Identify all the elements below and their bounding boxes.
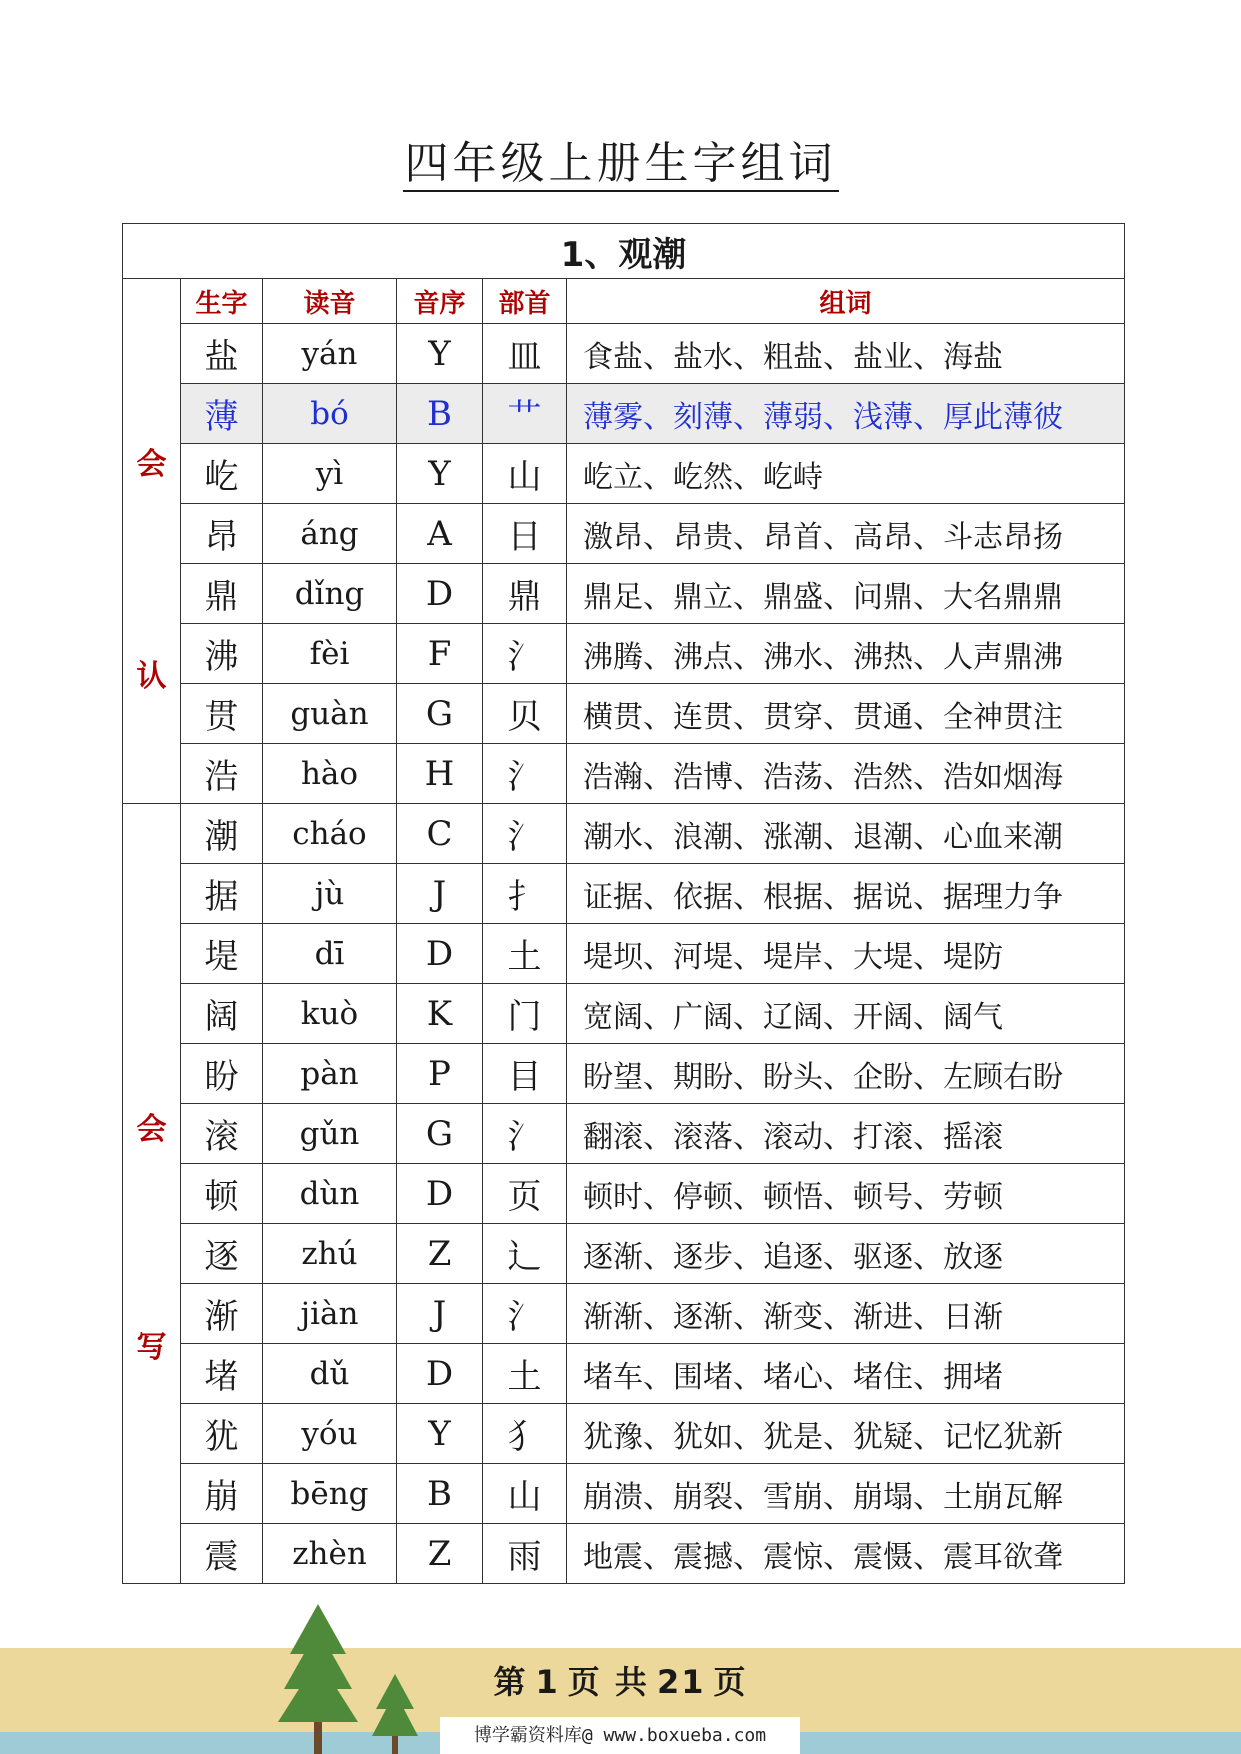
words-cell: 盼望、期盼、盼头、企盼、左顾右盼 bbox=[567, 1044, 1125, 1104]
words-cell: 沸腾、沸点、沸水、沸热、人声鼎沸 bbox=[567, 624, 1125, 684]
pinyin-cell: fèi bbox=[263, 624, 397, 684]
order-cell: Y bbox=[397, 1404, 483, 1464]
words-cell: 激昂、昂贵、昂首、高昂、斗志昂扬 bbox=[567, 504, 1125, 564]
vocab-row bbox=[123, 324, 1125, 384]
pinyin-cell: zhú bbox=[263, 1224, 397, 1284]
order-cell: Z bbox=[397, 1524, 483, 1584]
char-cell: 盼 bbox=[181, 1044, 263, 1104]
vocab-row bbox=[123, 384, 1125, 444]
char-cell: 据 bbox=[181, 864, 263, 924]
vocab-row bbox=[123, 1344, 1125, 1404]
header-pinyin: 读音 bbox=[263, 279, 397, 324]
site-watermark: 博学霸资料库@ www.boxueba.com bbox=[440, 1717, 800, 1754]
pinyin-cell: yì bbox=[263, 444, 397, 504]
pinyin-cell: dùn bbox=[263, 1164, 397, 1224]
char-cell: 崩 bbox=[181, 1464, 263, 1524]
words-cell: 崩溃、崩裂、雪崩、崩塌、土崩瓦解 bbox=[567, 1464, 1125, 1524]
vocab-row bbox=[123, 804, 1125, 864]
vocab-row bbox=[123, 1404, 1125, 1464]
pinyin-cell: dǐng bbox=[263, 564, 397, 624]
radical-cell: 土 bbox=[483, 1344, 567, 1404]
lesson-title: 1、观潮 bbox=[123, 224, 1125, 279]
order-cell: J bbox=[397, 864, 483, 924]
char-cell: 昂 bbox=[181, 504, 263, 564]
group-label-write bbox=[123, 804, 181, 1584]
vocab-row bbox=[123, 924, 1125, 984]
words-cell: 潮水、浪潮、涨潮、退潮、心血来潮 bbox=[567, 804, 1125, 864]
char-cell: 顿 bbox=[181, 1164, 263, 1224]
radical-cell: 艹 bbox=[483, 384, 567, 444]
page-title: 四年级上册生字组词 bbox=[0, 138, 1241, 192]
words-cell: 逐渐、逐步、追逐、驱逐、放逐 bbox=[567, 1224, 1125, 1284]
vocab-row bbox=[123, 1224, 1125, 1284]
radical-cell: 皿 bbox=[483, 324, 567, 384]
header-char: 生字 bbox=[181, 279, 263, 324]
order-cell: B bbox=[397, 1464, 483, 1524]
pinyin-cell: gǔn bbox=[263, 1104, 397, 1164]
vocab-row bbox=[123, 444, 1125, 504]
header-order: 音序 bbox=[397, 279, 483, 324]
order-cell: D bbox=[397, 1344, 483, 1404]
char-cell: 阔 bbox=[181, 984, 263, 1044]
header-radical: 部首 bbox=[483, 279, 567, 324]
radical-cell: 犭 bbox=[483, 1404, 567, 1464]
pinyin-cell: kuò bbox=[263, 984, 397, 1044]
order-cell: Y bbox=[397, 444, 483, 504]
order-cell: D bbox=[397, 924, 483, 984]
words-cell: 食盐、盐水、粗盐、盐业、海盐 bbox=[567, 324, 1125, 384]
group-char: 会 bbox=[136, 447, 167, 482]
radical-cell: 门 bbox=[483, 984, 567, 1044]
words-cell: 渐渐、逐渐、渐变、渐进、日渐 bbox=[567, 1284, 1125, 1344]
vocab-row bbox=[123, 1464, 1125, 1524]
words-cell: 鼎足、鼎立、鼎盛、问鼎、大名鼎鼎 bbox=[567, 564, 1125, 624]
radical-cell: 鼎 bbox=[483, 564, 567, 624]
words-cell: 翻滚、滚落、滚动、打滚、摇滚 bbox=[567, 1104, 1125, 1164]
radical-cell: 山 bbox=[483, 1464, 567, 1524]
order-cell: C bbox=[397, 804, 483, 864]
char-cell: 贯 bbox=[181, 684, 263, 744]
pinyin-cell: bó bbox=[263, 384, 397, 444]
vocab-row bbox=[123, 684, 1125, 744]
radical-cell: 氵 bbox=[483, 744, 567, 804]
pinyin-cell: cháo bbox=[263, 804, 397, 864]
vocab-row bbox=[123, 564, 1125, 624]
vocab-table bbox=[122, 223, 1125, 1584]
order-cell: G bbox=[397, 684, 483, 744]
order-cell: F bbox=[397, 624, 483, 684]
order-cell: K bbox=[397, 984, 483, 1044]
words-cell: 宽阔、广阔、辽阔、开阔、阔气 bbox=[567, 984, 1125, 1044]
words-cell: 证据、依据、根据、据说、据理力争 bbox=[567, 864, 1125, 924]
group-label-recognize bbox=[123, 279, 181, 804]
pinyin-cell: yóu bbox=[263, 1404, 397, 1464]
group-char: 认 bbox=[136, 659, 167, 694]
order-cell: G bbox=[397, 1104, 483, 1164]
header-words: 组词 bbox=[567, 279, 1125, 324]
vocab-row bbox=[123, 1284, 1125, 1344]
pinyin-cell: pàn bbox=[263, 1044, 397, 1104]
radical-cell: 氵 bbox=[483, 624, 567, 684]
char-cell: 滚 bbox=[181, 1104, 263, 1164]
radical-cell: 日 bbox=[483, 504, 567, 564]
order-cell: B bbox=[397, 384, 483, 444]
words-cell: 浩瀚、浩博、浩荡、浩然、浩如烟海 bbox=[567, 744, 1125, 804]
vocab-row bbox=[123, 1044, 1125, 1104]
char-cell: 鼎 bbox=[181, 564, 263, 624]
order-cell: D bbox=[397, 564, 483, 624]
order-cell: Y bbox=[397, 324, 483, 384]
group-char: 写 bbox=[136, 1330, 167, 1365]
order-cell: H bbox=[397, 744, 483, 804]
radical-cell: 氵 bbox=[483, 1104, 567, 1164]
pinyin-cell: zhèn bbox=[263, 1524, 397, 1584]
radical-cell: 氵 bbox=[483, 1284, 567, 1344]
radical-cell: 氵 bbox=[483, 804, 567, 864]
words-cell: 犹豫、犹如、犹是、犹疑、记忆犹新 bbox=[567, 1404, 1125, 1464]
radical-cell: 辶 bbox=[483, 1224, 567, 1284]
char-cell: 逐 bbox=[181, 1224, 263, 1284]
words-cell: 堵车、围堵、堵心、堵住、拥堵 bbox=[567, 1344, 1125, 1404]
vocab-row bbox=[123, 624, 1125, 684]
pinyin-cell: jù bbox=[263, 864, 397, 924]
pinyin-cell: jiàn bbox=[263, 1284, 397, 1344]
radical-cell: 土 bbox=[483, 924, 567, 984]
order-cell: D bbox=[397, 1164, 483, 1224]
words-cell: 薄雾、刻薄、薄弱、浅薄、厚此薄彼 bbox=[567, 384, 1125, 444]
lesson-heading-row bbox=[123, 224, 1125, 279]
char-cell: 震 bbox=[181, 1524, 263, 1584]
vocab-row bbox=[123, 984, 1125, 1044]
vocab-row bbox=[123, 504, 1125, 564]
radical-cell: 扌 bbox=[483, 864, 567, 924]
group-char: 会 bbox=[136, 1112, 167, 1147]
order-cell: Z bbox=[397, 1224, 483, 1284]
vocab-row bbox=[123, 1104, 1125, 1164]
char-cell: 浩 bbox=[181, 744, 263, 804]
header-row bbox=[123, 279, 1125, 324]
pinyin-cell: guàn bbox=[263, 684, 397, 744]
words-cell: 堤坝、河堤、堤岸、大堤、堤防 bbox=[567, 924, 1125, 984]
vocab-row bbox=[123, 744, 1125, 804]
char-cell: 堤 bbox=[181, 924, 263, 984]
char-cell: 沸 bbox=[181, 624, 263, 684]
words-cell: 地震、震撼、震惊、震慑、震耳欲聋 bbox=[567, 1524, 1125, 1584]
pinyin-cell: dǔ bbox=[263, 1344, 397, 1404]
char-cell: 屹 bbox=[181, 444, 263, 504]
vocab-row bbox=[123, 1164, 1125, 1224]
radical-cell: 山 bbox=[483, 444, 567, 504]
pinyin-cell: yán bbox=[263, 324, 397, 384]
order-cell: A bbox=[397, 504, 483, 564]
char-cell: 薄 bbox=[181, 384, 263, 444]
words-cell: 顿时、停顿、顿悟、顿号、劳顿 bbox=[567, 1164, 1125, 1224]
vocab-row bbox=[123, 1524, 1125, 1584]
pinyin-cell: bēng bbox=[263, 1464, 397, 1524]
pinyin-cell: hào bbox=[263, 744, 397, 804]
words-cell: 屹立、屹然、屹峙 bbox=[567, 444, 1125, 504]
char-cell: 盐 bbox=[181, 324, 263, 384]
radical-cell: 目 bbox=[483, 1044, 567, 1104]
order-cell: P bbox=[397, 1044, 483, 1104]
pinyin-cell: áng bbox=[263, 504, 397, 564]
char-cell: 潮 bbox=[181, 804, 263, 864]
radical-cell: 页 bbox=[483, 1164, 567, 1224]
vocab-row bbox=[123, 864, 1125, 924]
page-number: 第 1 页 共 21 页 bbox=[493, 1663, 748, 1701]
radical-cell: 雨 bbox=[483, 1524, 567, 1584]
words-cell: 横贯、连贯、贯穿、贯通、全神贯注 bbox=[567, 684, 1125, 744]
char-cell: 犹 bbox=[181, 1404, 263, 1464]
char-cell: 堵 bbox=[181, 1344, 263, 1404]
radical-cell: 贝 bbox=[483, 684, 567, 744]
order-cell: J bbox=[397, 1284, 483, 1344]
pinyin-cell: dī bbox=[263, 924, 397, 984]
char-cell: 渐 bbox=[181, 1284, 263, 1344]
